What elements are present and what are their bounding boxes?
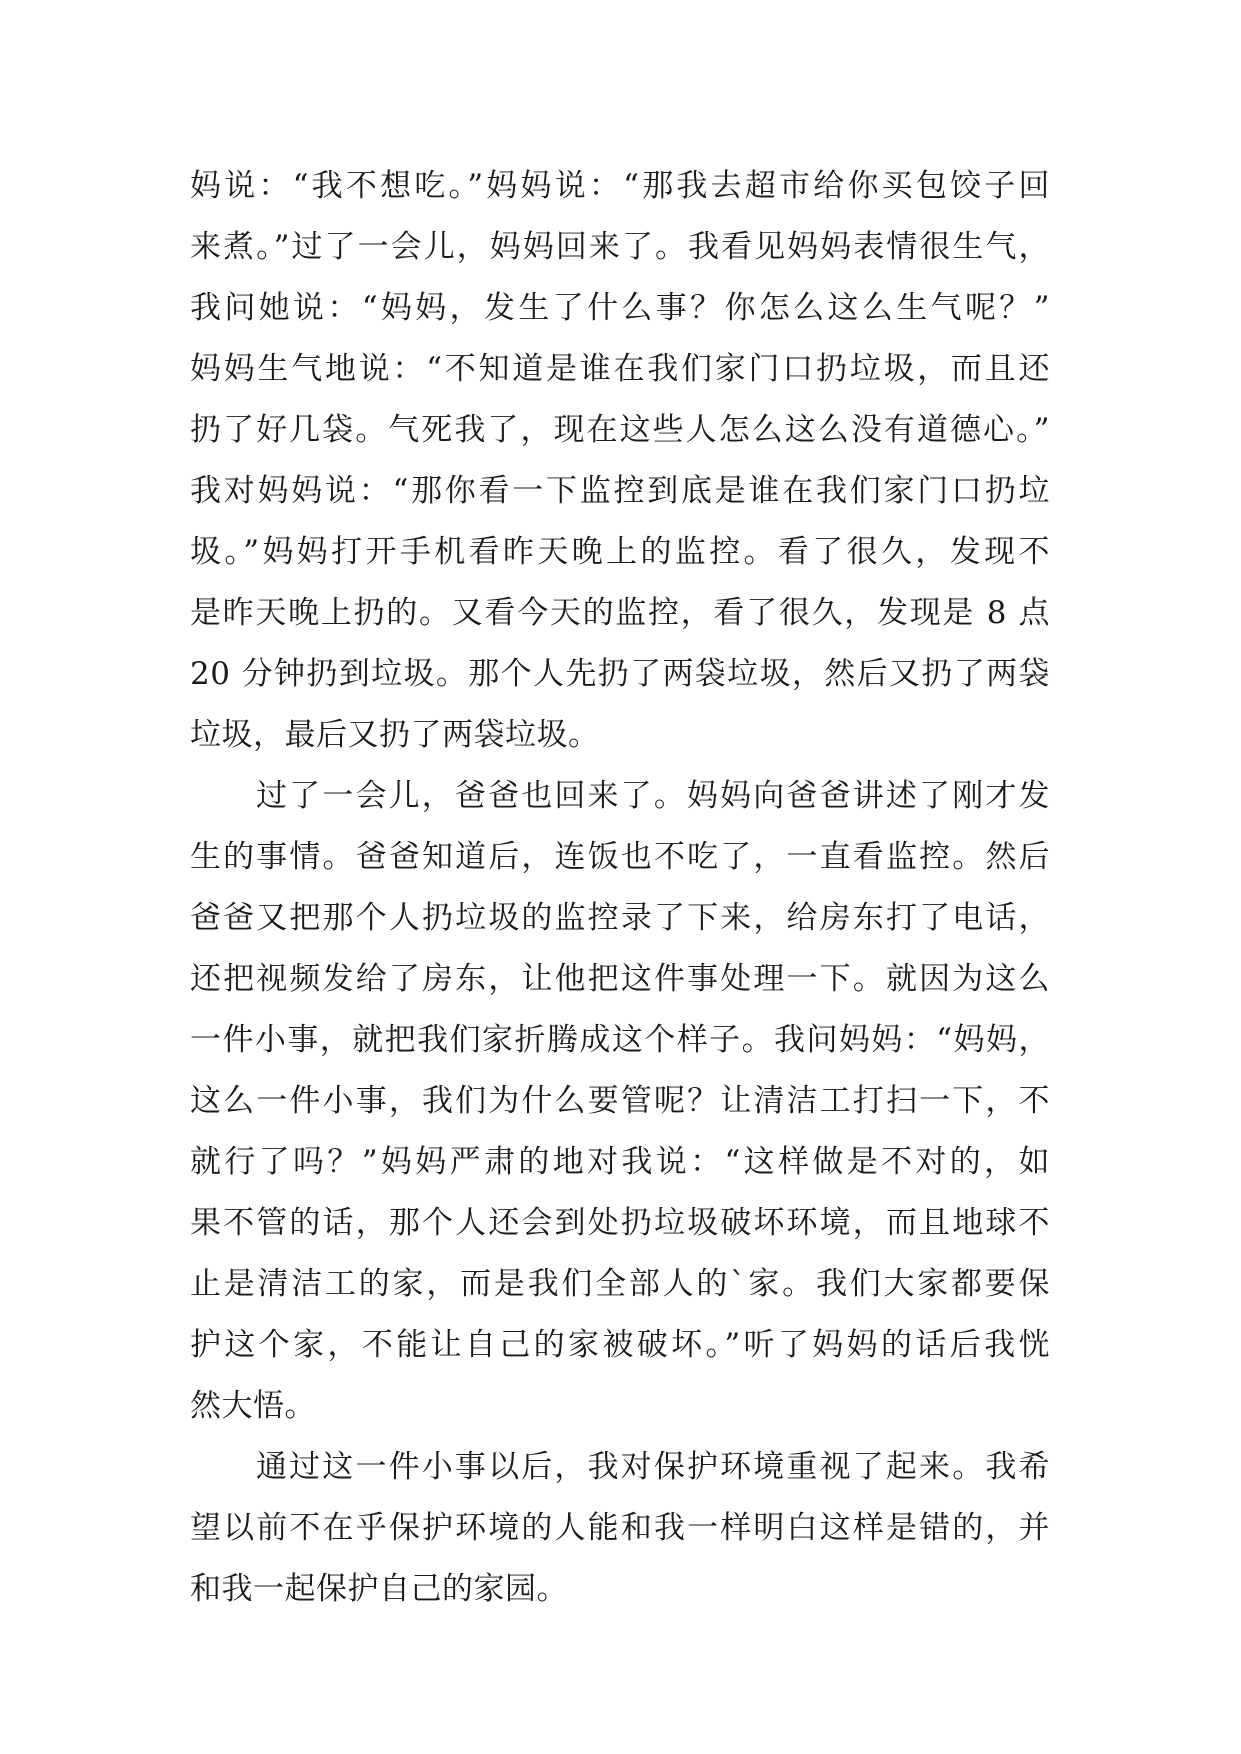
text-line: 垃圾，最后又扔了两袋垃圾。 bbox=[190, 717, 600, 753]
text-line: 一件小事，就把我们家折腾成这个样子。我问妈妈：“妈妈， bbox=[190, 1022, 1050, 1058]
text-line: 20 分钟扔到垃圾。那个人先扔了两袋垃圾，然后又扔了两袋 bbox=[190, 656, 1050, 692]
text-line: 和我一起保护自己的家园。 bbox=[190, 1571, 568, 1607]
paragraph bbox=[190, 1437, 1050, 1620]
text-line: 还把视频发给了房东，让他把这件事处理一下。就因为这么 bbox=[190, 961, 1050, 997]
text-line: 我问她说：“妈妈，发生了什么事？你怎么这么生气呢？” bbox=[190, 290, 1050, 326]
text-line: 过了一会儿，爸爸也回来了。妈妈向爸爸讲述了刚才发 bbox=[256, 778, 1050, 814]
text-line: 妈妈生气地说：“不知道是谁在我们家门口扔垃圾，而且还 bbox=[190, 351, 1050, 387]
text-line: 来煮。”过了一会儿，妈妈回来了。我看见妈妈表情很生气， bbox=[190, 229, 1050, 265]
text-line: 护这个家，不能让自己的家被破坏。”听了妈妈的话后我恍 bbox=[190, 1327, 1050, 1363]
text-line: 然大悟。 bbox=[190, 1388, 316, 1424]
text-line: 果不管的话，那个人还会到处扔垃圾破坏环境，而且地球不 bbox=[190, 1205, 1050, 1241]
text-line: 圾。”妈妈打开手机看昨天晚上的监控。看了很久，发现不 bbox=[190, 534, 1050, 570]
text-line: 扔了好几袋。气死我了，现在这些人怎么这么没有道德心。” bbox=[190, 412, 1050, 448]
text-line: 是昨天晚上扔的。又看今天的监控，看了很久，发现是 8 点 bbox=[190, 595, 1050, 631]
text-line: 生的事情。爸爸知道后，连饭也不吃了，一直看监控。然后 bbox=[190, 839, 1050, 875]
text-line: 我对妈妈说：“那你看一下监控到底是谁在我们家门口扔垃 bbox=[190, 473, 1050, 509]
text-line: 望以前不在乎保护环境的人能和我一样明白这样是错的，并 bbox=[190, 1510, 1050, 1546]
text-line: 妈说：“我不想吃。”妈妈说：“那我去超市给你买包饺子回 bbox=[190, 168, 1050, 204]
text-line: 就行了吗？”妈妈严肃的地对我说：“这样做是不对的，如 bbox=[190, 1144, 1050, 1180]
text-line: 这么一件小事，我们为什么要管呢？让清洁工打扫一下，不 bbox=[190, 1083, 1050, 1119]
paragraph bbox=[190, 766, 1050, 1437]
text-line: 通过这一件小事以后，我对保护环境重视了起来。我希 bbox=[256, 1449, 1050, 1485]
text-line: 止是清洁工的家，而是我们全部人的`家。我们大家都要保 bbox=[190, 1266, 1050, 1302]
paragraph bbox=[190, 156, 1050, 766]
document-body bbox=[190, 156, 1050, 1620]
text-line: 爸爸又把那个人扔垃圾的监控录了下来，给房东打了电话， bbox=[190, 900, 1050, 936]
